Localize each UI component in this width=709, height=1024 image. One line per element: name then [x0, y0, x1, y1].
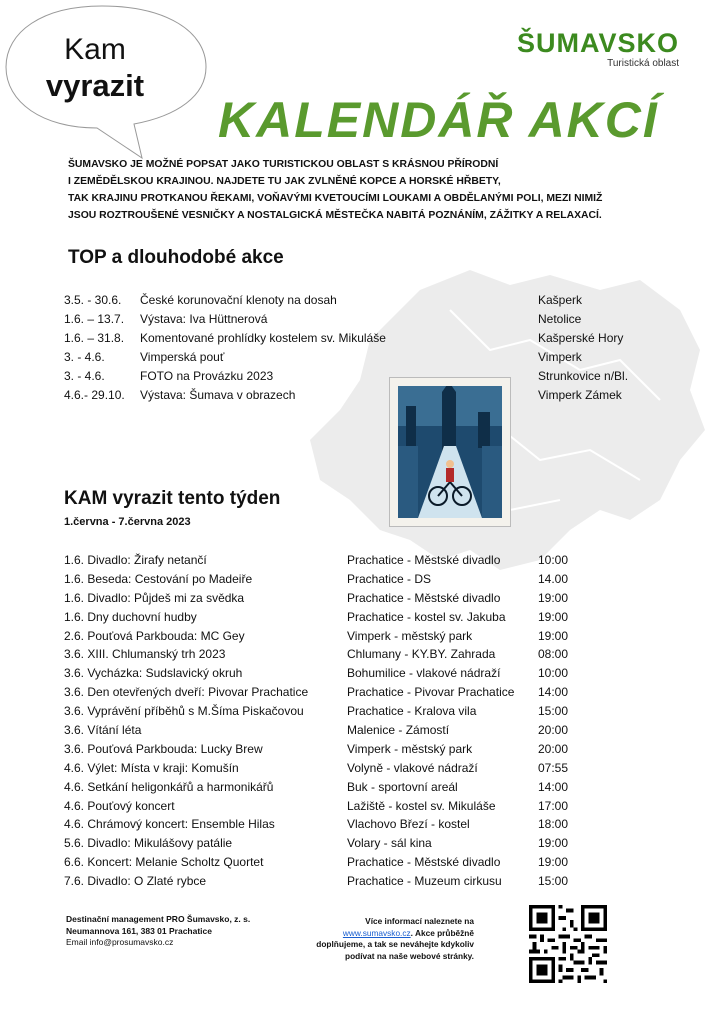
- event-time: 08:00: [538, 647, 569, 662]
- event-date: 3. - 4.6.: [64, 350, 105, 364]
- bubble-line-vyrazit: vyrazit: [45, 68, 145, 103]
- event-desc: 7.6. Divadlo: O Zlaté rybce: [64, 874, 207, 889]
- list-item: [64, 310, 664, 329]
- event-place: Kašperk: [538, 293, 583, 307]
- list-item: [64, 291, 664, 310]
- footer-info-line: . Akce průběžně: [410, 927, 474, 938]
- footer-info-line: doplňujeme, a tak se neváhejte kdykoliv: [316, 939, 474, 949]
- event-place: Vimperk Zámek: [538, 388, 622, 402]
- table-row: [64, 815, 624, 834]
- table-row: [64, 872, 624, 891]
- brand-subtitle: Turistická oblast: [607, 58, 679, 69]
- event-time: 15:00: [538, 704, 569, 719]
- event-time: 20:00: [538, 741, 569, 756]
- event-place: Prachatice - Muzeum cirkusu: [347, 874, 502, 889]
- week-events-table: [64, 551, 624, 891]
- illustration-cyclist-on-bridge: [398, 386, 502, 518]
- event-place: Strunkovice n/Bl.: [538, 369, 629, 383]
- event-time: 19:00: [538, 590, 569, 605]
- event-title: Vimperská pouť: [140, 350, 225, 364]
- intro-line: TAK KRAJINU PROTKANOU ŘEKAMI, VOŇAVÝMI KVETOUCÍMI LOUKAMI A OBDĚLANÝMI POLI, MEZI NIMIŽ: [68, 193, 603, 204]
- event-place: Vimperk - městský park: [347, 741, 473, 756]
- table-row: [64, 797, 624, 816]
- event-desc: 1.6. Dny duchovní hudby: [64, 609, 197, 624]
- intro-line: I ZEMĚDĚLSKOU KRAJINOU. NAJDETE TU JAK ZVLNĚNÉ KOPCE A HORSKÉ HŘBETY,: [68, 176, 501, 187]
- event-date: 1.6. – 13.7.: [64, 312, 125, 326]
- event-time: 14:00: [538, 685, 569, 700]
- event-place: Prachatice - Pivovar Prachatice: [347, 685, 515, 700]
- event-time: 10:00: [538, 666, 569, 681]
- event-desc: 3.6. XIII. Chlumanský trh 2023: [64, 647, 226, 662]
- event-desc: 2.6. Pouťová Parkbouda: MC Gey: [64, 628, 245, 643]
- event-place: Prachatice - Městské divadlo: [347, 553, 501, 567]
- list-item: [64, 386, 664, 405]
- event-time: 19:00: [538, 628, 569, 643]
- event-place: Prachatice - Městské divadlo: [347, 590, 501, 605]
- table-row: [64, 589, 624, 608]
- event-place: Volary - sál kina: [347, 836, 432, 851]
- footer-contact: [66, 914, 250, 949]
- event-place: Lažiště - kostel sv. Mikuláše: [347, 798, 496, 813]
- event-date: 3. - 4.6.: [64, 369, 105, 383]
- table-row: [64, 664, 624, 683]
- brand-logo: [517, 28, 679, 70]
- event-place: Chlumany - KY.BY. Zahrada: [347, 647, 496, 662]
- table-row: [64, 627, 624, 646]
- event-time: 15:00: [538, 874, 569, 889]
- table-row: [64, 721, 624, 740]
- event-time: 18:00: [538, 817, 569, 832]
- table-row: [64, 778, 624, 797]
- event-time: 19:00: [538, 609, 569, 624]
- event-place: Vimperk - městský park: [347, 628, 473, 643]
- event-place: Malenice - Zámostí: [347, 723, 450, 738]
- top-events-list: [64, 291, 664, 405]
- footer-email: Email info@prosumavsko.cz: [66, 937, 174, 947]
- event-place: Prachatice - DS: [347, 571, 432, 586]
- event-desc: 3.6. Pouťová Parkbouda: Lucky Brew: [64, 741, 263, 756]
- table-row: [64, 551, 624, 570]
- event-time: 10:00: [538, 553, 569, 567]
- page-title: KALENDÁŘ AKCÍ: [218, 92, 659, 148]
- event-date: 4.6.- 29.10.: [64, 388, 125, 402]
- event-time: 20:00: [538, 723, 569, 738]
- illustration-frame: [389, 377, 511, 527]
- list-item: [64, 367, 664, 386]
- intro-line: ŠUMAVSKO JE MOŽNÉ POPSAT JAKO TURISTICKOU OBLAST S KRÁSNOU PŘÍRODNÍ: [68, 159, 499, 170]
- table-row: [64, 740, 624, 759]
- event-title: Výstava: Šumava v obrazech: [140, 388, 296, 402]
- event-desc: 4.6. Setkání heligonkářů a harmonikářů: [64, 779, 274, 794]
- event-desc: 4.6. Pouťový koncert: [64, 798, 175, 813]
- event-title: Komentované prohlídky kostelem sv. Mikuláše: [140, 331, 386, 345]
- table-row: [64, 683, 624, 702]
- event-desc: 3.6. Vycházka: Sudslavický okruh: [64, 666, 243, 681]
- event-place: Buk - sportovní areál: [347, 779, 458, 794]
- event-place: Netolice: [538, 312, 582, 326]
- event-desc: 5.6. Divadlo: Mikulášovy patálie: [64, 836, 233, 851]
- event-time: 19:00: [538, 836, 569, 851]
- event-place: Kašperské Hory: [538, 331, 624, 345]
- footer-info-line: podívat na naše webové stránky.: [345, 950, 474, 961]
- event-time: 07:55: [538, 760, 569, 775]
- event-date: 3.5. - 30.6.: [64, 293, 122, 307]
- event-place: Prachatice - Městské divadlo: [347, 855, 501, 870]
- event-desc: 1.6. Divadlo: Žirafy netančí: [64, 553, 207, 567]
- event-desc: 1.6. Beseda: Cestování po Madeiře: [64, 571, 253, 586]
- event-desc: 6.6. Koncert: Melanie Scholtz Quortet: [64, 855, 264, 870]
- footer-info-line: Více informací naleznete na: [365, 916, 474, 926]
- table-row: [64, 834, 624, 853]
- event-place: Bohumilice - vlakové nádraží: [347, 666, 501, 681]
- event-date: 1.6. – 31.8.: [64, 331, 125, 345]
- event-time: 14.00: [538, 571, 569, 586]
- table-row: [64, 702, 624, 721]
- list-item: [64, 329, 664, 348]
- website-link[interactable]: www.sumavsko.cz: [342, 927, 411, 938]
- week-date-range: 1.června - 7.června 2023: [64, 516, 191, 528]
- event-title: Výstava: Iva Hüttnerová: [140, 312, 268, 326]
- brand-name: ŠUMAVSKO: [516, 28, 679, 58]
- event-time: 14:00: [538, 779, 569, 794]
- list-item: [64, 348, 664, 367]
- intro-line: JSOU ROZTROUŠENÉ VESNIČKY A NOSTALGICKÁ MĚSTEČKA NABITÁ POZNÁNÍM, ZÁŽITKY A RELAXACÍ.: [68, 210, 602, 221]
- event-desc: 4.6. Výlet: Místa v kraji: Komušín: [64, 760, 239, 775]
- table-row: [64, 608, 624, 627]
- table-row: [64, 570, 624, 589]
- qr-code[interactable]: [526, 905, 610, 983]
- event-place: Vlachovo Březí - kostel: [347, 817, 470, 832]
- event-place: Prachatice - kostel sv. Jakuba: [347, 609, 506, 624]
- bubble-text: [20, 32, 170, 104]
- top-section-heading: TOP a dlouhodobé akce: [68, 247, 284, 268]
- event-desc: 4.6. Chrámový koncert: Ensemble Hilas: [64, 817, 275, 832]
- bubble-line-kam: Kam: [64, 33, 126, 66]
- event-title: České korunovační klenoty na dosah: [140, 293, 337, 307]
- table-row: [64, 645, 624, 664]
- event-desc: 3.6. Vyprávění příběhů s M.Šíma Piskačovou: [64, 704, 304, 719]
- event-place: Prachatice - Kralova vila: [347, 704, 477, 719]
- week-section-heading: KAM vyrazit tento týden: [64, 488, 281, 509]
- event-desc: 1.6. Divadlo: Půjdeš mi za svědka: [64, 590, 245, 605]
- event-place: Vimperk: [538, 350, 582, 364]
- event-place: Volyně - vlakové nádraží: [347, 760, 478, 775]
- event-title: FOTO na Provázku 2023: [140, 369, 274, 383]
- event-time: 19:00: [538, 855, 569, 870]
- table-row: [64, 853, 624, 872]
- table-row: [64, 759, 624, 778]
- event-desc: 3.6. Den otevřených dveří: Pivovar Prachatice: [64, 685, 309, 700]
- footer-info: [294, 916, 474, 962]
- intro-paragraph: [68, 156, 668, 224]
- event-time: 17:00: [538, 798, 569, 813]
- footer-org: Destinační management PRO Šumavsko, z. s.: [66, 914, 251, 924]
- event-desc: 3.6. Vítání léta: [64, 723, 142, 738]
- footer-address: Neumannova 161, 383 01 Prachatice: [66, 925, 212, 936]
